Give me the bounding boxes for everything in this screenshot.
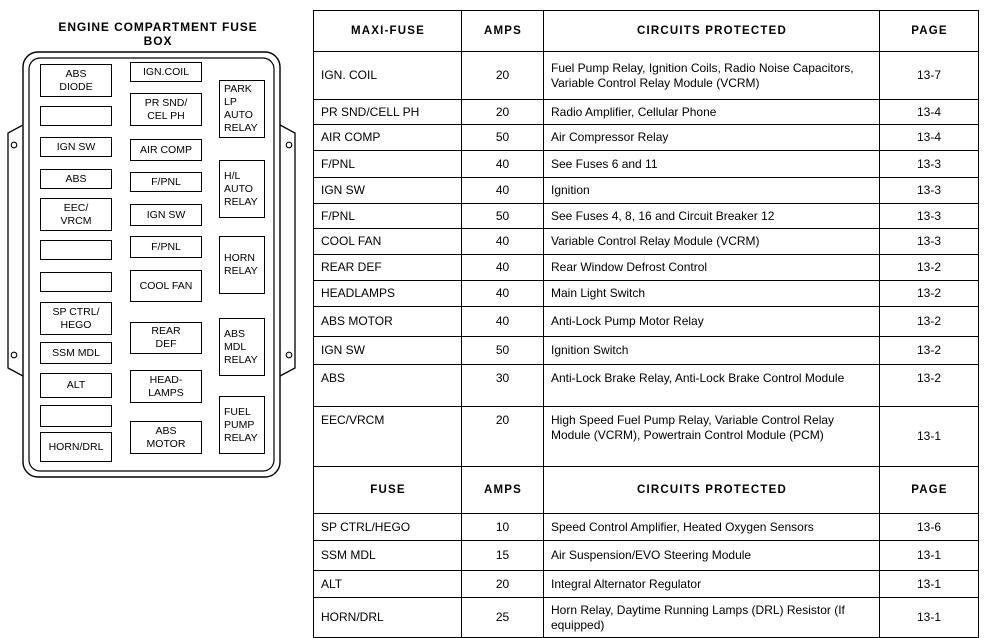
table-row xyxy=(314,125,979,151)
fuse-abs-motor: ABS MOTOR xyxy=(130,421,202,454)
table-row xyxy=(314,52,979,100)
amps-cell: 30 xyxy=(462,365,544,407)
fuse-empty xyxy=(40,240,112,260)
header-fuse: FUSE xyxy=(314,467,462,514)
fuse-name-cell: F/PNL xyxy=(314,204,462,229)
circuits-cell: Air Compressor Relay xyxy=(544,125,880,151)
fuse-name-cell: ALT xyxy=(314,571,462,598)
fuse-cool-fan: COOL FAN xyxy=(130,270,202,302)
table-row xyxy=(314,100,979,125)
mount-hole-icon xyxy=(286,352,292,358)
table-row xyxy=(314,571,979,598)
page-cell: 13-4 xyxy=(880,125,979,151)
fuse-name-cell: HORN/DRL xyxy=(314,598,462,638)
fuse-name-cell: REAR DEF xyxy=(314,255,462,281)
amps-cell: 40 xyxy=(462,178,544,204)
circuits-cell: Horn Relay, Daytime Running Lamps (DRL) Resistor (If equipped) xyxy=(544,598,880,638)
amps-cell: 20 xyxy=(462,100,544,125)
fuse-name-cell: SP CTRL/HEGO xyxy=(314,514,462,541)
page-cell: 13-3 xyxy=(880,204,979,229)
header-amps: AMPS xyxy=(462,11,544,52)
fuse-name-cell: IGN SW xyxy=(314,337,462,365)
relay-horn: HORN RELAY xyxy=(219,236,265,294)
page-cell: 13-7 xyxy=(880,52,979,100)
fuse-name-cell: F/PNL xyxy=(314,151,462,178)
table-row xyxy=(314,541,979,571)
header-amps: AMPS xyxy=(462,467,544,514)
amps-cell: 20 xyxy=(462,407,544,467)
table-row xyxy=(314,281,979,307)
table-row xyxy=(314,178,979,204)
fuse-name-cell: COOL FAN xyxy=(314,229,462,255)
page-cell: 13-2 xyxy=(880,337,979,365)
header-page: PAGE xyxy=(880,467,979,514)
page-cell: 13-4 xyxy=(880,100,979,125)
mount-hole-icon xyxy=(11,352,17,358)
amps-cell: 50 xyxy=(462,337,544,365)
circuits-cell: Anti-Lock Pump Motor Relay xyxy=(544,307,880,337)
fuse-ign-coil: IGN.COIL xyxy=(130,62,202,82)
amps-cell: 10 xyxy=(462,514,544,541)
amps-cell: 20 xyxy=(462,52,544,100)
circuits-cell: Main Light Switch xyxy=(544,281,880,307)
page-cell: 13-2 xyxy=(880,255,979,281)
page-cell: 13-3 xyxy=(880,178,979,204)
amps-cell: 20 xyxy=(462,571,544,598)
circuits-cell: Radio Amplifier, Cellular Phone xyxy=(544,100,880,125)
fuse-name-cell: SSM MDL xyxy=(314,541,462,571)
relay-hl-auto: H/L AUTO RELAY xyxy=(219,160,265,218)
amps-cell: 50 xyxy=(462,204,544,229)
amps-cell: 40 xyxy=(462,281,544,307)
table-row xyxy=(314,307,979,337)
table-row xyxy=(314,229,979,255)
circuits-cell: See Fuses 4, 8, 16 and Circuit Breaker 12 xyxy=(544,204,880,229)
fuse-name-cell: AIR COMP xyxy=(314,125,462,151)
table-row xyxy=(314,407,979,467)
relay-abs-mdl: ABS MDL RELAY xyxy=(219,318,265,376)
amps-cell: 40 xyxy=(462,151,544,178)
page-cell: 13-1 xyxy=(880,407,979,467)
amps-cell: 25 xyxy=(462,598,544,638)
circuits-cell: Integral Alternator Regulator xyxy=(544,571,880,598)
fuse-ign-sw: IGN SW xyxy=(130,204,202,226)
fuse-rear-def: REAR DEF xyxy=(130,322,202,354)
fuse-horn-drl: HORN/DRL xyxy=(40,432,112,462)
page-cell: 13-3 xyxy=(880,151,979,178)
fuse-air-comp: AIR COMP xyxy=(130,139,202,161)
fuse-abs: ABS xyxy=(40,169,112,189)
fuse-alt: ALT xyxy=(40,373,112,398)
fuse-headlamps: HEAD- LAMPS xyxy=(130,370,202,403)
fuse-header-row xyxy=(314,467,979,514)
fuse-abs-diode: ABS DIODE xyxy=(40,64,112,97)
fuse-table xyxy=(313,10,979,638)
mount-hole-icon xyxy=(286,142,292,148)
table-row xyxy=(314,337,979,365)
table-row xyxy=(314,598,979,638)
page-cell: 13-2 xyxy=(880,365,979,407)
fuse-empty xyxy=(40,106,112,126)
circuits-cell: See Fuses 6 and 11 xyxy=(544,151,880,178)
table-row xyxy=(314,365,979,407)
fuse-f-pnl: F/PNL xyxy=(130,236,202,258)
amps-cell: 40 xyxy=(462,255,544,281)
circuits-cell: Air Suspension/EVO Steering Module xyxy=(544,541,880,571)
page-cell: 13-6 xyxy=(880,514,979,541)
fuse-name-cell: PR SND/CELL PH xyxy=(314,100,462,125)
page-cell: 13-3 xyxy=(880,229,979,255)
fuse-ign-sw: IGN SW xyxy=(40,137,112,157)
page-cell: 13-1 xyxy=(880,598,979,638)
fuse-eec-vrcm: EEC/ VRCM xyxy=(40,198,112,231)
circuits-cell: Fuel Pump Relay, Ignition Coils, Radio Noise Capacitors, Variable Control Relay Module (VCRM) xyxy=(544,52,880,100)
maxi-fuse-header-row xyxy=(314,11,979,52)
circuits-cell: Anti-Lock Brake Relay, Anti-Lock Brake Control Module xyxy=(544,365,880,407)
page-cell: 13-2 xyxy=(880,281,979,307)
page-cell: 13-1 xyxy=(880,571,979,598)
fuse-pr-snd-cel-ph: PR SND/ CEL PH xyxy=(130,93,202,126)
table-row xyxy=(314,255,979,281)
circuits-cell: Ignition xyxy=(544,178,880,204)
fuse-name-cell: ABS xyxy=(314,365,462,407)
circuits-cell: Ignition Switch xyxy=(544,337,880,365)
header-maxi-fuse: MAXI-FUSE xyxy=(314,11,462,52)
amps-cell: 40 xyxy=(462,229,544,255)
circuits-cell: High Speed Fuel Pump Relay, Variable Control Relay Module (VCRM), Powertrain Control Module (PCM) xyxy=(544,407,880,467)
fuse-f-pnl: F/PNL xyxy=(130,172,202,192)
table-row xyxy=(314,204,979,229)
header-circuits: CIRCUITS PROTECTED xyxy=(544,467,880,514)
amps-cell: 15 xyxy=(462,541,544,571)
circuits-cell: Variable Control Relay Module (VCRM) xyxy=(544,229,880,255)
header-page: PAGE xyxy=(880,11,979,52)
fuse-name-cell: ABS MOTOR xyxy=(314,307,462,337)
fuse-name-cell: HEADLAMPS xyxy=(314,281,462,307)
table-row xyxy=(314,514,979,541)
header-circuits: CIRCUITS PROTECTED xyxy=(544,11,880,52)
relay-fuel-pump: FUEL PUMP RELAY xyxy=(219,396,265,454)
diagram-title: ENGINE COMPARTMENT FUSE BOX xyxy=(58,20,258,48)
fuse-empty xyxy=(40,405,112,427)
fuse-sp-ctrl-hego: SP CTRL/ HEGO xyxy=(40,302,112,335)
fuse-name-cell: IGN SW xyxy=(314,178,462,204)
fuse-empty xyxy=(40,272,112,292)
table-row xyxy=(314,151,979,178)
fuse-name-cell: EEC/VRCM xyxy=(314,407,462,467)
amps-cell: 40 xyxy=(462,307,544,337)
mount-hole-icon xyxy=(11,142,17,148)
fuse-ssm-mdl: SSM MDL xyxy=(40,342,112,364)
page-cell: 13-2 xyxy=(880,307,979,337)
circuits-cell: Speed Control Amplifier, Heated Oxygen Sensors xyxy=(544,514,880,541)
relay-park-lp-auto: PARK LP AUTO RELAY xyxy=(219,80,265,138)
page-cell: 13-1 xyxy=(880,541,979,571)
circuits-cell: Rear Window Defrost Control xyxy=(544,255,880,281)
fuse-name-cell: IGN. COIL xyxy=(314,52,462,100)
amps-cell: 50 xyxy=(462,125,544,151)
